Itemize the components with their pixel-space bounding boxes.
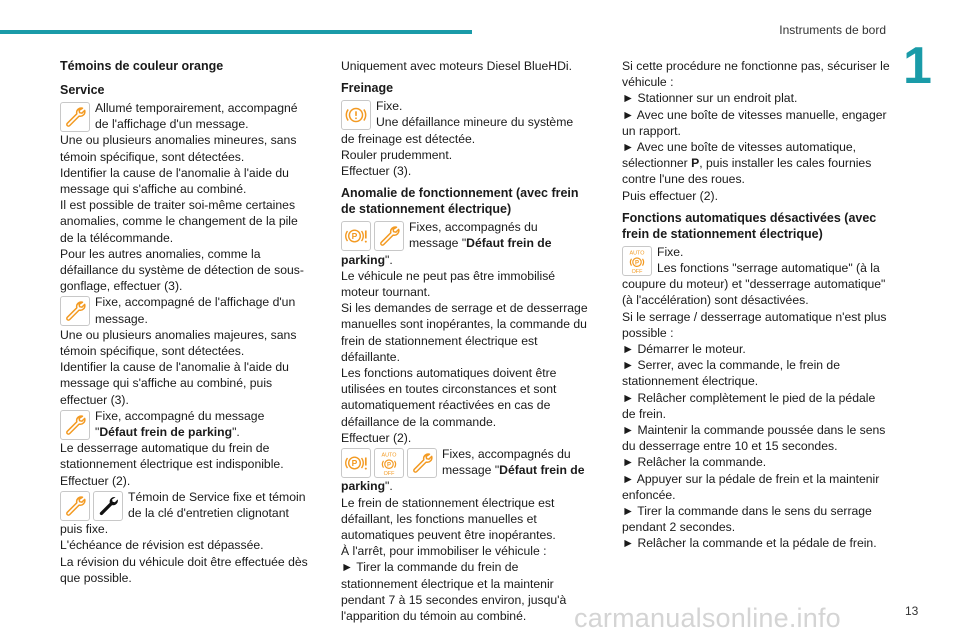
freinage-block (341, 98, 589, 147)
service-maintenance-block (60, 489, 308, 538)
paragraph: ► Relâcher la commande et la pédale de frein. (622, 536, 877, 551)
parking-brake-fault-icon (341, 448, 371, 478)
parking-brake-fault-icon (341, 221, 371, 251)
chapter-number: 1 (903, 37, 932, 95)
paragraph: ► Tirer la commande dans le sens du serrage pendant 2 secondes. (622, 504, 872, 535)
paragraph: Identifier la cause de l'anomalie à l'aide du message qui s'affiche au combiné, puis effectuer (3). (60, 360, 289, 407)
heading-service: Service (60, 83, 105, 97)
paragraph: Le véhicule ne peut pas être immobilisé moteur tournant. (341, 268, 556, 300)
paragraph: Pour les autres anomalies, comme la défaillance du système de détection de sous-gonflage, effectuer (3). (60, 246, 304, 294)
anomalie-2-text: Fixes, accompagnés du message "Défaut frein de parking". (341, 447, 585, 494)
paragraph: Effectuer (3). (341, 164, 412, 179)
paragraph: Puis effectuer (2). (622, 188, 718, 203)
column-right (622, 58, 890, 552)
header-accent-bar (0, 30, 472, 34)
paragraph: ► Avec une boîte de vitesses manuelle, engager un rapport. (622, 107, 887, 138)
paragraph: Le desserrage automatique du frein de stationnement électrique est indisponible. (60, 441, 284, 472)
watermark: carmanualsonline.info (574, 603, 841, 633)
paragraph: ► Démarrer le moteur. (622, 342, 746, 357)
paragraph: Une ou plusieurs anomalies majeures, sans témoin spécifique, sont détectées. (60, 327, 297, 359)
paragraph: ► Stationner sur un endroit plat. (622, 91, 798, 106)
paragraph: Une ou plusieurs anomalies mineures, sans témoin spécifique, sont détectées. (60, 133, 297, 164)
paragraph: Identifier la cause de l'anomalie à l'aide du message qui s'affiche au combiné. (60, 165, 289, 197)
diesel-note: Uniquement avec moteurs Diesel BlueHDi. (341, 59, 572, 73)
paragraph: Si cette procédure ne fonctionne pas, sécuriser le véhicule : (622, 59, 890, 90)
paragraph: ► Relâcher complètement le pied de la pédale de frein. (622, 390, 876, 421)
section-title: Instruments de bord (779, 23, 886, 37)
paragraph: ► Serrer, avec la commande, le frein de stationnement électrique. (622, 358, 840, 389)
paragraph: ► Tirer la commande du frein de stationnement électrique et la maintenir pendant 7 à 15 secondes environ, jusqu'à l'apparition du témoin au combiné. (341, 560, 567, 624)
service-fixed-text: Fixe, accompagné de l'affichage d'un message. (95, 295, 296, 326)
parking-auto-off-icon (374, 448, 404, 478)
paragraph: Rouler prudemment. (341, 147, 453, 162)
service-fixed-block (60, 294, 308, 326)
page-number: 13 (905, 604, 919, 618)
service-wrench-icon (60, 102, 90, 132)
heading-orange-warning-lights: Témoins de couleur orange (60, 59, 224, 73)
service-maintenance-text: Témoin de Service fixe et témoin de la clé d'entretien clignotant puis fixe. (60, 489, 306, 537)
automatic-gearbox-step: ► Avec une boîte de vitesses automatique, sélectionner P, puis installer les cales fournies contre l'une des roues. (622, 140, 872, 187)
paragraph: Les fonctions automatiques doivent être utilisées en toutes circonstances et sont automatiquement réactivées en cas de défaillance de la commande. (341, 366, 557, 429)
paragraph: Fixe. (657, 244, 684, 259)
brake-warning-icon (341, 100, 371, 130)
service-wrench-icon (407, 448, 437, 478)
anomalie-block-2 (341, 446, 589, 495)
paragraph: Les fonctions "serrage automatique" (à la coupure du moteur) et "desserrage automatique" (à l'accélération) sont désactivées. (622, 261, 886, 308)
anomalie-block-1 (341, 219, 589, 268)
anomalie-1-text: Fixes, accompagnés du message "Défaut frein de parking". (341, 220, 552, 267)
service-parking-block (60, 408, 308, 440)
paragraph: Effectuer (2). (341, 430, 412, 445)
paragraph: Le frein de stationnement électrique est défaillant, les fonctions manuelles et automatiques peuvent être inopérantes. (341, 495, 556, 543)
paragraph: ► Appuyer sur la pédale de frein et la maintenir enfoncée. (622, 471, 880, 502)
paragraph: L'échéance de révision est dépassée. (60, 538, 264, 553)
service-wrench-icon (60, 296, 90, 326)
heading-freinage: Freinage (341, 81, 394, 96)
paragraph: ► Maintenir la commande poussée dans le sens du desserrage entre 10 et 15 secondes. (622, 423, 886, 454)
service-wrench-icon (60, 491, 90, 521)
paragraph: Une défaillance mineure du système de freinage est détectée. (341, 115, 574, 146)
service-parking-text: Fixe, accompagné du message "Défaut frein de parking". (95, 408, 265, 440)
service-wrench-icon (374, 221, 404, 251)
heading-anomalie: Anomalie de fonctionnement (avec frein de stationnement électrique) (341, 186, 579, 217)
paragraph: Il est possible de traiter soi-même certaines anomalies, comme le changement de la pile de la télécommande. (60, 198, 298, 245)
column-left (60, 58, 308, 586)
service-temporary-text: Allumé temporairement, accompagné de l'affichage d'un message. (95, 101, 298, 132)
paragraph: Effectuer (2). (60, 473, 131, 488)
maintenance-spanner-icon (93, 491, 123, 521)
column-middle (341, 58, 589, 624)
auto-off-block (622, 244, 890, 309)
paragraph: Si le serrage / desserrage automatique n'est plus possible : (622, 309, 887, 340)
paragraph: À l'arrêt, pour immobiliser le véhicule : (341, 544, 547, 559)
service-temporary-block (60, 100, 308, 132)
paragraph: La révision du véhicule doit être effectuée dès que possible. (60, 554, 308, 585)
parking-auto-off-icon (622, 246, 652, 276)
service-wrench-icon (60, 410, 90, 440)
paragraph: Si les demandes de serrage et de desserrage manuelles sont inopérantes, la commande du frein de stationnement électrique est défaillante. (341, 301, 588, 364)
heading-auto-functions: Fonctions automatiques désactivées (avec frein de stationnement électrique) (622, 210, 877, 241)
paragraph: ► Relâcher la commande. (622, 455, 767, 470)
paragraph: Fixe. (376, 99, 403, 114)
